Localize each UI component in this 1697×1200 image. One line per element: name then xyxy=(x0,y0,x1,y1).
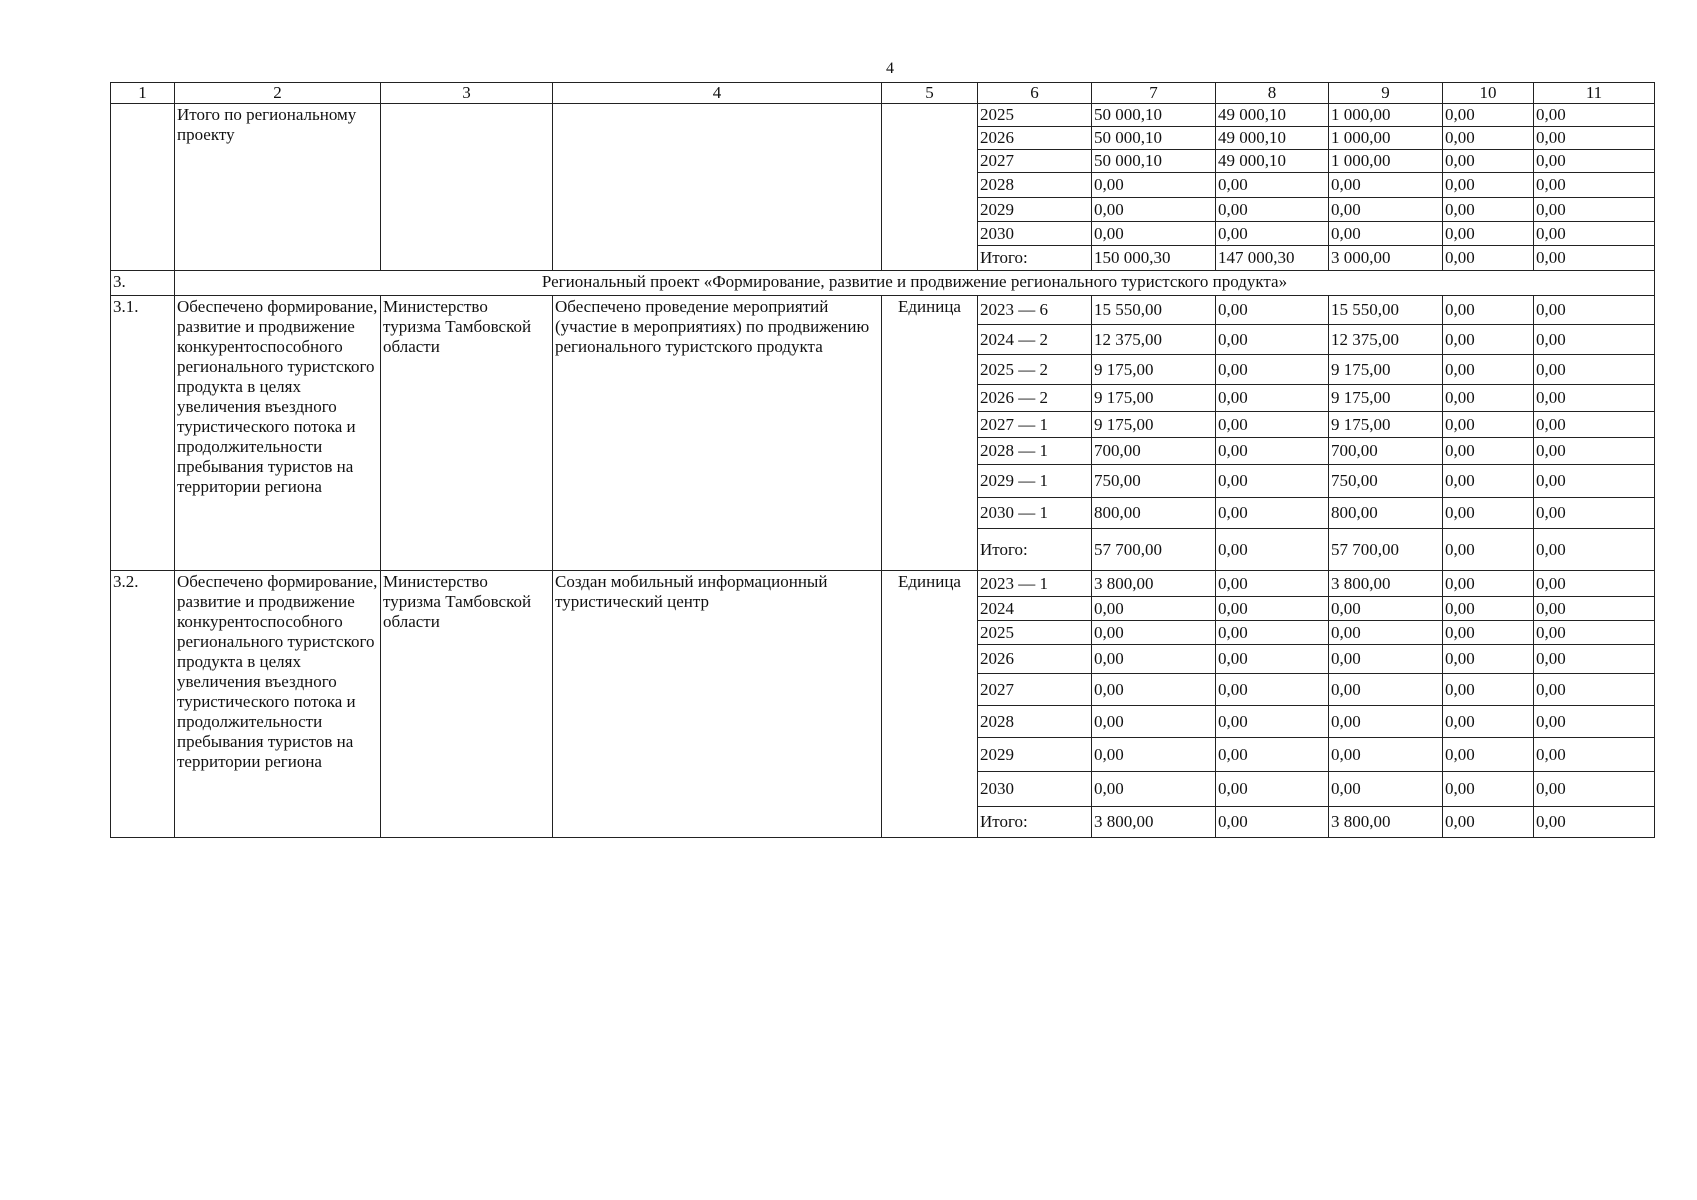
executor-cell xyxy=(381,104,553,271)
value-total-cell: 50 000,10 xyxy=(1092,150,1216,173)
value-total-cell: 0,00 xyxy=(1092,674,1216,706)
table-row xyxy=(111,571,1655,597)
value-regional-cell: 9 175,00 xyxy=(1329,412,1443,438)
value-other-cell: 0,00 xyxy=(1534,571,1655,597)
value-municipal-cell: 0,00 xyxy=(1443,571,1534,597)
value-total-cell: 0,00 xyxy=(1092,645,1216,674)
value-total-cell: 15 550,00 xyxy=(1092,296,1216,325)
value-regional-cell: 0,00 xyxy=(1329,173,1443,198)
year-cell: 2026 — 2 xyxy=(978,385,1092,412)
value-federal-cell: 0,00 xyxy=(1216,465,1329,498)
value-federal-cell: 49 000,10 xyxy=(1216,104,1329,127)
row-number-cell xyxy=(111,104,175,271)
value-regional-cell: 1 000,00 xyxy=(1329,104,1443,127)
value-regional-cell: 1 000,00 xyxy=(1329,150,1443,173)
item-name-cell: Итого по региональному проекту xyxy=(175,104,381,271)
value-municipal-cell: 0,00 xyxy=(1443,706,1534,738)
year-cell: 2029 xyxy=(978,198,1092,222)
value-municipal-cell: 0,00 xyxy=(1443,772,1534,807)
value-other-cell: 0,00 xyxy=(1534,674,1655,706)
header-cell: 11 xyxy=(1534,83,1655,104)
value-federal-cell: 49 000,10 xyxy=(1216,150,1329,173)
value-total-cell: 9 175,00 xyxy=(1092,355,1216,385)
block-row-3-2 xyxy=(111,571,1655,838)
header-cell: 5 xyxy=(882,83,978,104)
value-total-cell: 0,00 xyxy=(1092,198,1216,222)
value-other-cell: 0,00 xyxy=(1534,438,1655,465)
value-total-cell: 0,00 xyxy=(1092,597,1216,621)
executor-cell: Министерство туризма Тамбовской области xyxy=(381,571,553,838)
value-other-cell: 0,00 xyxy=(1534,246,1655,271)
year-cell: 2024 — 2 xyxy=(978,325,1092,355)
value-other-cell: 0,00 xyxy=(1534,127,1655,150)
value-municipal-cell: 0,00 xyxy=(1443,529,1534,571)
value-other-cell: 0,00 xyxy=(1534,296,1655,325)
value-other-cell: 0,00 xyxy=(1534,385,1655,412)
value-federal-cell: 0,00 xyxy=(1216,621,1329,645)
value-federal-cell: 0,00 xyxy=(1216,807,1329,838)
value-total-cell: 3 800,00 xyxy=(1092,807,1216,838)
value-federal-cell: 0,00 xyxy=(1216,571,1329,597)
value-regional-cell: 3 800,00 xyxy=(1329,807,1443,838)
value-regional-cell: 0,00 xyxy=(1329,222,1443,246)
value-other-cell: 0,00 xyxy=(1534,597,1655,621)
value-federal-cell: 0,00 xyxy=(1216,438,1329,465)
unit-cell: Единица xyxy=(882,296,978,571)
header-cell: 7 xyxy=(1092,83,1216,104)
result-cell: Обеспечено проведение мероприятий (участие в мероприятиях) по продвижению регионального туристского продукта xyxy=(553,296,882,571)
value-municipal-cell: 0,00 xyxy=(1443,465,1534,498)
value-total-cell: 50 000,10 xyxy=(1092,104,1216,127)
value-municipal-cell: 0,00 xyxy=(1443,173,1534,198)
value-other-cell: 0,00 xyxy=(1534,529,1655,571)
header-cell: 2 xyxy=(175,83,381,104)
year-cell: 2027 xyxy=(978,150,1092,173)
block-row-3-1 xyxy=(111,296,1655,571)
value-federal-cell: 0,00 xyxy=(1216,198,1329,222)
value-regional-cell: 1 000,00 xyxy=(1329,127,1443,150)
value-other-cell: 0,00 xyxy=(1534,772,1655,807)
value-regional-cell: 3 000,00 xyxy=(1329,246,1443,271)
table-row xyxy=(111,104,1655,127)
value-federal-cell: 0,00 xyxy=(1216,529,1329,571)
header-cell: 6 xyxy=(978,83,1092,104)
value-federal-cell: 0,00 xyxy=(1216,173,1329,198)
budget-table xyxy=(110,82,1655,838)
header-cell: 3 xyxy=(381,83,553,104)
value-other-cell: 0,00 xyxy=(1534,198,1655,222)
value-municipal-cell: 0,00 xyxy=(1443,127,1534,150)
value-other-cell: 0,00 xyxy=(1534,104,1655,127)
value-municipal-cell: 0,00 xyxy=(1443,198,1534,222)
value-regional-cell: 700,00 xyxy=(1329,438,1443,465)
value-other-cell: 0,00 xyxy=(1534,645,1655,674)
section-row xyxy=(111,271,1655,296)
year-cell: 2030 xyxy=(978,222,1092,246)
value-federal-cell: 0,00 xyxy=(1216,645,1329,674)
value-other-cell: 0,00 xyxy=(1534,465,1655,498)
value-total-cell: 9 175,00 xyxy=(1092,385,1216,412)
value-federal-cell: 0,00 xyxy=(1216,222,1329,246)
header-cell: 1 xyxy=(111,83,175,104)
year-cell: Итого: xyxy=(978,529,1092,571)
year-cell: 2025 — 2 xyxy=(978,355,1092,385)
header-row xyxy=(111,83,1655,104)
value-total-cell: 700,00 xyxy=(1092,438,1216,465)
value-regional-cell: 0,00 xyxy=(1329,645,1443,674)
value-municipal-cell: 0,00 xyxy=(1443,296,1534,325)
year-cell: 2023 — 6 xyxy=(978,296,1092,325)
row-number-cell: 3.2. xyxy=(111,571,175,838)
section-number: 3. xyxy=(111,271,175,296)
year-cell: Итого: xyxy=(978,807,1092,838)
table-row xyxy=(111,296,1655,325)
value-regional-cell: 0,00 xyxy=(1329,674,1443,706)
value-federal-cell: 0,00 xyxy=(1216,674,1329,706)
year-cell: 2027 — 1 xyxy=(978,412,1092,438)
value-municipal-cell: 0,00 xyxy=(1443,674,1534,706)
value-municipal-cell: 0,00 xyxy=(1443,355,1534,385)
value-municipal-cell: 0,00 xyxy=(1443,325,1534,355)
value-other-cell: 0,00 xyxy=(1534,173,1655,198)
value-municipal-cell: 0,00 xyxy=(1443,645,1534,674)
value-other-cell: 0,00 xyxy=(1534,498,1655,529)
row-number-cell: 3.1. xyxy=(111,296,175,571)
value-regional-cell: 0,00 xyxy=(1329,198,1443,222)
year-cell: 2029 — 1 xyxy=(978,465,1092,498)
unit-cell: Единица xyxy=(882,571,978,838)
value-municipal-cell: 0,00 xyxy=(1443,621,1534,645)
result-cell: Создан мобильный информационный туристический центр xyxy=(553,571,882,838)
unit-cell xyxy=(882,104,978,271)
value-regional-cell: 0,00 xyxy=(1329,772,1443,807)
value-other-cell: 0,00 xyxy=(1534,621,1655,645)
value-other-cell: 0,00 xyxy=(1534,706,1655,738)
year-cell: 2030 — 1 xyxy=(978,498,1092,529)
value-federal-cell: 0,00 xyxy=(1216,706,1329,738)
value-total-cell: 0,00 xyxy=(1092,706,1216,738)
value-regional-cell: 3 800,00 xyxy=(1329,571,1443,597)
value-federal-cell: 49 000,10 xyxy=(1216,127,1329,150)
value-total-cell: 57 700,00 xyxy=(1092,529,1216,571)
value-municipal-cell: 0,00 xyxy=(1443,597,1534,621)
header-cell: 4 xyxy=(553,83,882,104)
value-other-cell: 0,00 xyxy=(1534,222,1655,246)
header-cell: 10 xyxy=(1443,83,1534,104)
value-federal-cell: 0,00 xyxy=(1216,772,1329,807)
executor-cell: Министерство туризма Тамбовской области xyxy=(381,296,553,571)
value-total-cell: 150 000,30 xyxy=(1092,246,1216,271)
year-cell: 2025 xyxy=(978,104,1092,127)
year-cell: 2028 xyxy=(978,173,1092,198)
value-municipal-cell: 0,00 xyxy=(1443,498,1534,529)
value-total-cell: 50 000,10 xyxy=(1092,127,1216,150)
value-total-cell: 0,00 xyxy=(1092,621,1216,645)
value-municipal-cell: 0,00 xyxy=(1443,246,1534,271)
value-federal-cell: 0,00 xyxy=(1216,738,1329,772)
value-municipal-cell: 0,00 xyxy=(1443,222,1534,246)
value-other-cell: 0,00 xyxy=(1534,325,1655,355)
value-federal-cell: 0,00 xyxy=(1216,296,1329,325)
value-municipal-cell: 0,00 xyxy=(1443,807,1534,838)
value-other-cell: 0,00 xyxy=(1534,738,1655,772)
value-regional-cell: 750,00 xyxy=(1329,465,1443,498)
value-regional-cell: 0,00 xyxy=(1329,706,1443,738)
value-total-cell: 750,00 xyxy=(1092,465,1216,498)
year-cell: Итого: xyxy=(978,246,1092,271)
value-federal-cell: 0,00 xyxy=(1216,325,1329,355)
value-municipal-cell: 0,00 xyxy=(1443,438,1534,465)
value-total-cell: 0,00 xyxy=(1092,173,1216,198)
item-name-cell: Обеспечено формирование, развитие и продвижение конкурентоспособного регионального туристского продукта в целях увеличения въездного туристического потока и продолжительности пребывания туристов на территории региона xyxy=(175,296,381,571)
year-cell: 2028 — 1 xyxy=(978,438,1092,465)
year-cell: 2025 xyxy=(978,621,1092,645)
value-other-cell: 0,00 xyxy=(1534,807,1655,838)
value-regional-cell: 0,00 xyxy=(1329,621,1443,645)
value-total-cell: 9 175,00 xyxy=(1092,412,1216,438)
result-cell xyxy=(553,104,882,271)
year-cell: 2026 xyxy=(978,645,1092,674)
value-municipal-cell: 0,00 xyxy=(1443,385,1534,412)
value-federal-cell: 0,00 xyxy=(1216,597,1329,621)
value-total-cell: 0,00 xyxy=(1092,222,1216,246)
value-regional-cell: 0,00 xyxy=(1329,597,1443,621)
value-federal-cell: 0,00 xyxy=(1216,355,1329,385)
year-cell: 2030 xyxy=(978,772,1092,807)
value-other-cell: 0,00 xyxy=(1534,412,1655,438)
value-regional-cell: 57 700,00 xyxy=(1329,529,1443,571)
value-total-cell: 0,00 xyxy=(1092,738,1216,772)
value-regional-cell: 15 550,00 xyxy=(1329,296,1443,325)
value-municipal-cell: 0,00 xyxy=(1443,150,1534,173)
value-regional-cell: 9 175,00 xyxy=(1329,355,1443,385)
value-federal-cell: 0,00 xyxy=(1216,498,1329,529)
page-number: 4 xyxy=(886,60,894,77)
value-total-cell: 0,00 xyxy=(1092,772,1216,807)
value-regional-cell: 0,00 xyxy=(1329,738,1443,772)
year-cell: 2024 xyxy=(978,597,1092,621)
block-regional-total xyxy=(111,104,1655,271)
value-municipal-cell: 0,00 xyxy=(1443,738,1534,772)
value-municipal-cell: 0,00 xyxy=(1443,412,1534,438)
value-regional-cell: 12 375,00 xyxy=(1329,325,1443,355)
year-cell: 2023 — 1 xyxy=(978,571,1092,597)
value-total-cell: 12 375,00 xyxy=(1092,325,1216,355)
header-cell: 9 xyxy=(1329,83,1443,104)
year-cell: 2028 xyxy=(978,706,1092,738)
year-cell: 2027 xyxy=(978,674,1092,706)
value-total-cell: 3 800,00 xyxy=(1092,571,1216,597)
value-other-cell: 0,00 xyxy=(1534,355,1655,385)
value-federal-cell: 0,00 xyxy=(1216,412,1329,438)
value-municipal-cell: 0,00 xyxy=(1443,104,1534,127)
section-title: Региональный проект «Формирование, развитие и продвижение регионального туристского продукта» xyxy=(175,271,1655,296)
header-cell: 8 xyxy=(1216,83,1329,104)
value-regional-cell: 800,00 xyxy=(1329,498,1443,529)
value-other-cell: 0,00 xyxy=(1534,150,1655,173)
value-federal-cell: 0,00 xyxy=(1216,385,1329,412)
item-name-cell: Обеспечено формирование, развитие и продвижение конкурентоспособного регионального туристского продукта в целях увеличения въездного туристического потока и продолжительности пребывания туристов на территории региона xyxy=(175,571,381,838)
year-cell: 2029 xyxy=(978,738,1092,772)
value-total-cell: 800,00 xyxy=(1092,498,1216,529)
value-regional-cell: 9 175,00 xyxy=(1329,385,1443,412)
year-cell: 2026 xyxy=(978,127,1092,150)
value-federal-cell: 147 000,30 xyxy=(1216,246,1329,271)
